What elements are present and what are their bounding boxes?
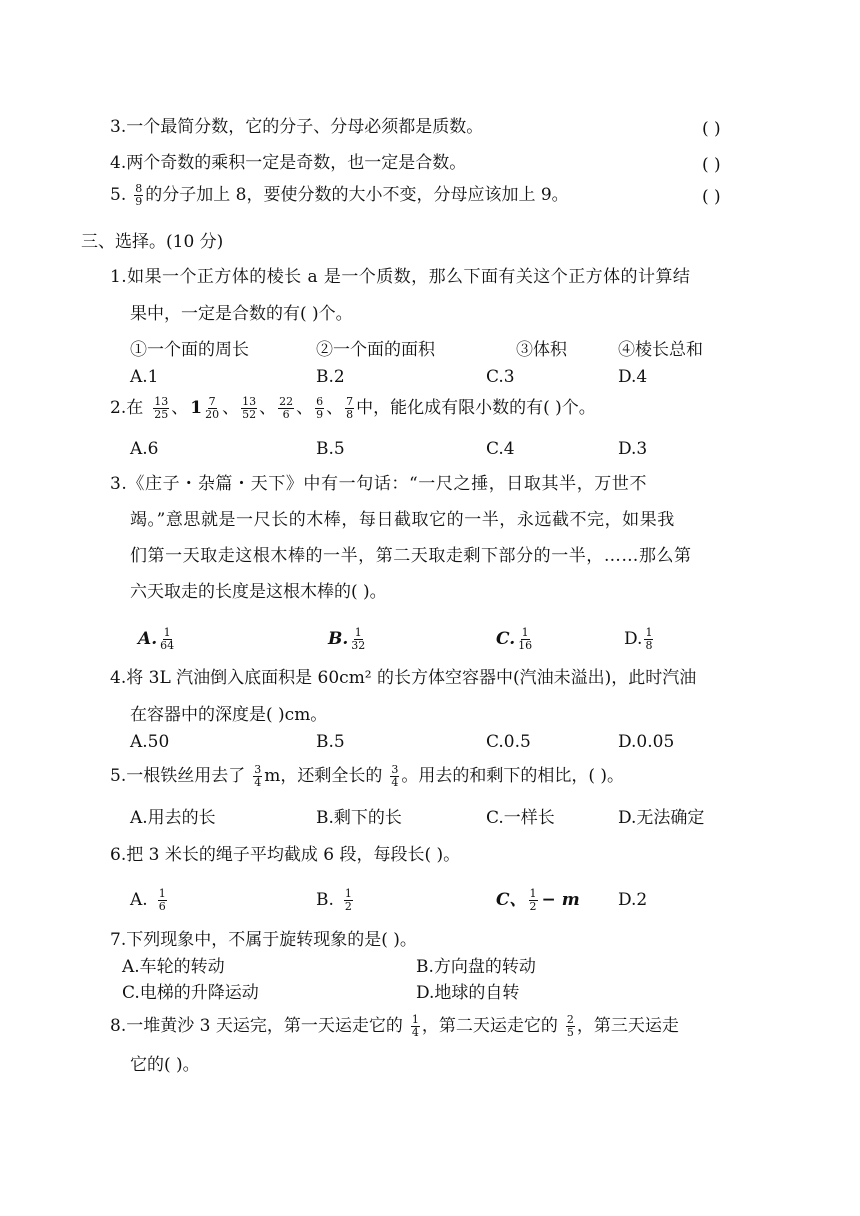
judge-no: 3.: [110, 117, 127, 137]
option-b[interactable]: B.方向盘的转动: [416, 957, 536, 977]
fraction: $\frac{1}{4}$: [411, 1012, 419, 1039]
separator: 、: [222, 397, 240, 418]
judge-text: 一个最简分数，它的分子、分母必须都是质数。: [126, 117, 484, 137]
option-b[interactable]: B. $\frac{1}{32}$: [328, 625, 366, 652]
question-1-line-1: 1.如果一个正方体的棱长 a 是一个质数，那么下面有关这个正方体的计算结: [110, 267, 691, 287]
mixed-whole: 1: [190, 397, 203, 418]
q1-item-3: ③体积: [516, 340, 567, 360]
option-a[interactable]: A. $\frac{1}{64}$: [138, 625, 175, 652]
q1-item-2: ②一个面的面积: [316, 340, 435, 360]
fraction: $\frac{2}{5}$: [566, 1012, 574, 1039]
question-5-text-2: m，还剩全长的: [264, 765, 383, 786]
question-8: [110, 1007, 679, 1045]
fraction: $\frac{22}{6}$: [279, 394, 294, 421]
option-d[interactable]: D.3: [618, 439, 648, 459]
fraction: $\frac{1}{64}$: [160, 625, 175, 652]
fraction: $\frac{1}{8}$: [645, 625, 653, 652]
separator: 、: [171, 397, 189, 418]
question-5-text-1: 5.一根铁丝用去了: [110, 765, 246, 786]
fraction: $\frac{1}{2}$: [529, 886, 537, 913]
option-a[interactable]: A.6: [130, 439, 159, 459]
question-6: 6.把 3 米长的绳子平均截成 6 段，每段长( )。: [110, 845, 461, 865]
option-c[interactable]: C.4: [486, 439, 515, 459]
option-b[interactable]: B.5: [316, 732, 345, 752]
option-c[interactable]: C. $\frac{1}{16}$: [496, 625, 533, 652]
fraction: $\frac{1}{6}$: [158, 886, 166, 913]
judge-no: 5.: [110, 184, 127, 205]
option-a[interactable]: A. $\frac{1}{6}$: [130, 886, 166, 913]
fraction: $\frac{7}{20}$: [205, 394, 220, 421]
option-d[interactable]: D.4: [618, 367, 648, 387]
question-2-suffix: 中，能化成有限小数的有( )个。: [356, 397, 596, 418]
option-c[interactable]: C.0.5: [486, 732, 531, 752]
answer-paren[interactable]: ( ): [702, 187, 721, 207]
option-c[interactable]: C.3: [486, 367, 515, 387]
separator: 、: [296, 397, 314, 418]
option-d[interactable]: D.地球的自转: [416, 983, 520, 1003]
answer-paren[interactable]: ( ): [702, 119, 721, 139]
fraction: $\frac{1}{2}$: [344, 886, 352, 913]
option-d[interactable]: D.0.05: [618, 732, 675, 752]
option-a[interactable]: A.用去的长: [130, 808, 216, 828]
question-8-text-1: 8.一堆黄沙 3 天运完，第一天运走它的: [110, 1015, 403, 1036]
question-2-prefix: 2.在: [110, 397, 144, 418]
question-4-line-1: 4.将 3L 汽油倒入底面积是 60cm² 的长方体空容器中(汽油未溢出)，此时汽油: [110, 668, 697, 688]
fraction: $\frac{1}{32}$: [351, 625, 366, 652]
q1-item-4: ④棱长总和: [618, 340, 703, 360]
fraction: $\frac{1}{16}$: [518, 625, 533, 652]
option-b[interactable]: B.5: [316, 439, 345, 459]
question-8-line-2: 它的( )。: [130, 1055, 200, 1075]
judge-text: 的分子加上 8，要使分数的大小不变，分母应该加上 9。: [145, 184, 569, 205]
judge-no: 4.: [110, 153, 127, 173]
q1-item-1: ①一个面的周长: [130, 340, 249, 360]
question-8-text-2: ，第二天运走它的: [421, 1015, 558, 1036]
question-3-line-2: 竭。”意思就是一尺长的木棒，每日截取它的一半，永远截不完，如果我: [130, 510, 675, 530]
option-b[interactable]: B.剩下的长: [316, 808, 402, 828]
judge-item-5: [110, 178, 569, 212]
fraction: $\frac{7}{8}$: [346, 394, 354, 421]
option-a[interactable]: A.1: [130, 367, 159, 387]
option-c[interactable]: C、 $\frac{1}{2}$ − m: [496, 886, 580, 913]
judge-item-4: [110, 155, 466, 172]
option-c[interactable]: C.电梯的升降运动: [122, 983, 259, 1003]
separator: 、: [326, 397, 344, 418]
option-b[interactable]: B.2: [316, 367, 345, 387]
question-7: 7.下列现象中，不属于旋转现象的是( )。: [110, 930, 417, 950]
fraction: $\frac{3}{4}$: [254, 762, 262, 789]
question-5-text-3: 。用去的和剩下的相比，( )。: [401, 765, 625, 786]
option-a[interactable]: A.50: [130, 732, 170, 752]
fraction: $\frac{8}{9}$: [135, 181, 143, 208]
question-2: [110, 389, 596, 427]
option-c[interactable]: C.一样长: [486, 808, 555, 828]
fraction: $\frac{6}{9}$: [316, 394, 324, 421]
judge-item-3: [110, 119, 483, 136]
question-4-line-2: 在容器中的深度是( )cm。: [130, 705, 328, 725]
option-a[interactable]: A.车轮的转动: [122, 957, 225, 977]
answer-paren[interactable]: ( ): [702, 155, 721, 175]
question-3-line-4: 六天取走的长度是这根木棒的( )。: [130, 582, 387, 602]
separator: 、: [259, 397, 277, 418]
fraction: $\frac{13}{52}$: [242, 394, 257, 421]
question-1-line-2: 果中，一定是合数的有( )个。: [130, 304, 353, 324]
judge-text: 两个奇数的乘积一定是奇数，也一定是合数。: [126, 153, 467, 173]
option-d[interactable]: D.2: [618, 890, 648, 910]
section-title: 三、选择。(10 分): [81, 232, 224, 252]
fraction: $\frac{13}{25}$: [154, 394, 169, 421]
option-b[interactable]: B. $\frac{1}{2}$: [316, 886, 352, 913]
fraction: $\frac{3}{4}$: [391, 762, 399, 789]
option-d[interactable]: D. $\frac{1}{8}$: [624, 625, 653, 652]
question-3-line-1: 3.《庄子・杂篇・天下》中有一句话：“一尺之捶，日取其半，万世不: [110, 474, 648, 494]
option-d[interactable]: D.无法确定: [618, 808, 705, 828]
question-5: [110, 758, 624, 794]
question-3-line-3: 们第一天取走这根木棒的一半，第二天取走剩下部分的一半，……那么第: [130, 546, 692, 566]
question-8-text-3: ，第三天运走: [576, 1015, 679, 1036]
